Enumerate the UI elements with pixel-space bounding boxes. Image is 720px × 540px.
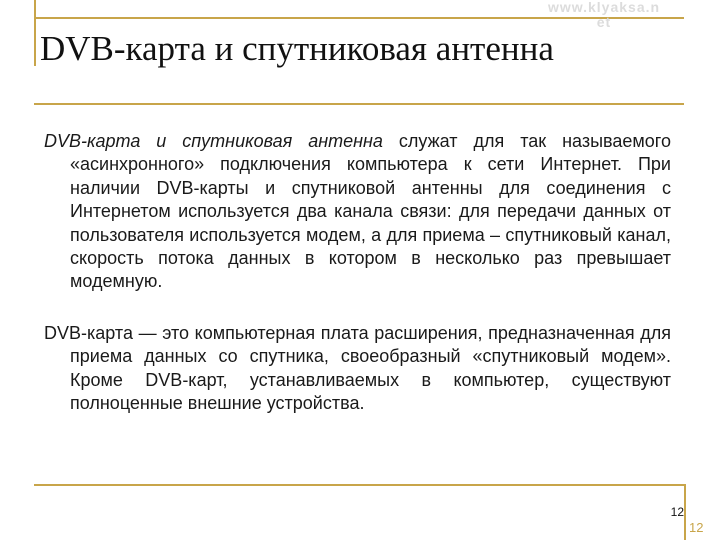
footer-rule bbox=[34, 484, 684, 486]
watermark-line-1: www.klyaksa.n bbox=[547, 0, 661, 15]
frame-left-rule bbox=[34, 0, 36, 66]
paragraph-1 bbox=[44, 130, 671, 294]
watermark bbox=[524, 0, 684, 30]
slide-title: DVB-карта и спутниковая антенна bbox=[40, 29, 554, 68]
frame-right-rule bbox=[684, 484, 686, 540]
paragraph-2: DVB-карта — это компьютерная плата расширения, предназначенная для приема данных со спутника, своеобразный «спутниковый модем». Кроме DVB-карт, устанавливаемых в компьютер, существуют полноценные внешние устройства. bbox=[44, 323, 671, 414]
page-number: 12 bbox=[670, 505, 684, 519]
watermark-line-2: et bbox=[596, 14, 612, 30]
title-underline bbox=[34, 103, 684, 105]
paragraph-1-text: служат для так называемого «асинхронного» подключения компьютера к сети Интернет. При наличии DVB-карты и спутниковой антенны для соединения с Интернетом используется два канала связи: для передачи данных от пользователя используется модем, а для приема – спутниковый канал, скорость потока данных в котором в несколько раз превышает модемную. bbox=[70, 131, 671, 292]
page-number-outer: 12 bbox=[689, 520, 704, 535]
paragraph-1-term: DVB-карта и спутниковая антенна bbox=[44, 131, 383, 151]
